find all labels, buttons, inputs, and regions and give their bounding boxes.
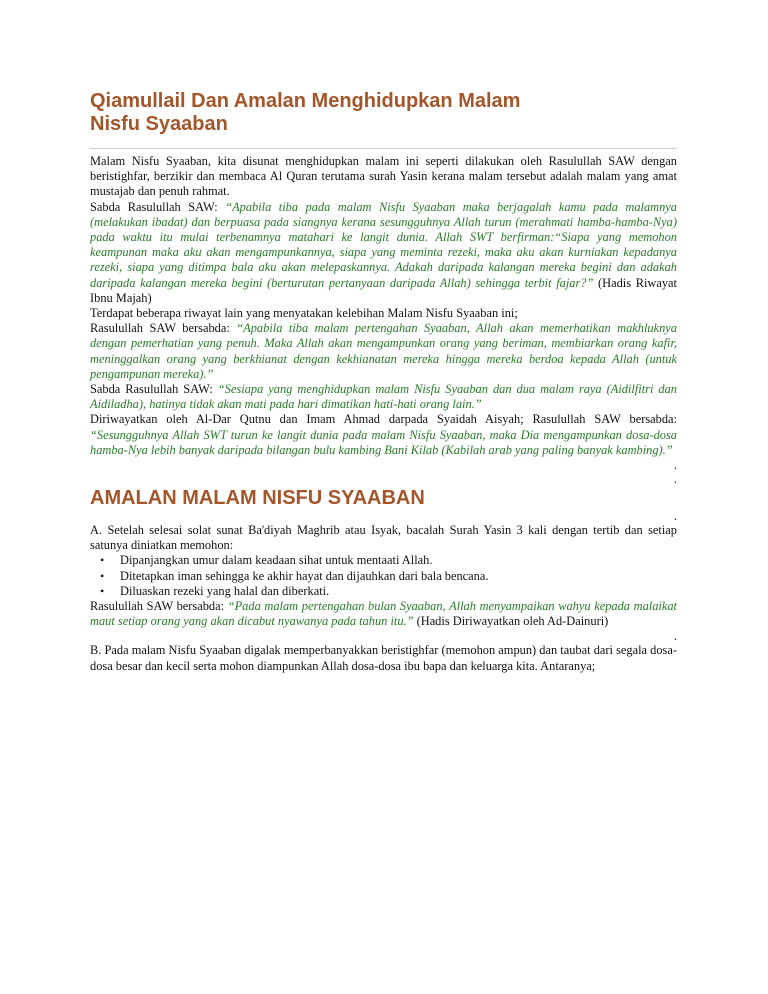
bullet-list (90, 553, 677, 599)
hadith-3 (90, 382, 677, 412)
hadith-1-quote: “Apabila tiba pada malam Nisfu Syaaban maka berjagalah kamu pada malamnya (melakukan ibadat) dan berpuasa pada siangnya kerana sesungguhnya Allah turun (merahmati hamba-hamba-Nya) pada waktu itu mulai terbenamnya matahari ke langit dunia. Allah SWT berfirman:“Siapa yang memohon keampunan maka aku akan mengampunkannya, siapa yang meminta rezeki, maka aku akan kurniakan kepadanya rezeki, siapa yang ditimpa bala aku akan melepaskannya. Adakah daripada kalangan mereka begini dan adakah daripada kalangan mereka begini (berturutan pertanyaan daripada Allah) sehingga terbit fajar?” (90, 199, 677, 290)
intro-paragraph: Malam Nisfu Syaaban, kita disunat menghidupkan malam ini seperti dilakukan oleh Rasulullah SAW dengan beristighfar, berzikir dan membaca Al Quran terutama surah Yasin kerana malam tersebut adalah malam yang amat mustajab dan penuh rahmat. (90, 154, 677, 199)
list-item: • Ditetapkan iman sehingga ke akhir hayat dan dijauhkan dari bala bencana. (120, 569, 677, 584)
hadith-3-quote: “Sesiapa yang menghidupkan malam Nisfu Syaaban dan dua malam raya (Aidilfitri dan Aidiladha), hatinya tidak akan mati pada hari dimatikan hati-hati orang lain.” (90, 382, 677, 412)
hadith-2 (90, 321, 677, 382)
page-title-line1: Qiamullail Dan Amalan Menghidupkan Malam (90, 90, 521, 112)
trailing-dot: . (673, 458, 677, 473)
trailing-dot: . (673, 472, 677, 487)
hadith-5 (90, 599, 677, 629)
hadith-4 (90, 412, 677, 458)
page-title-line2: Nisfu Syaaban (90, 113, 228, 135)
trailing-dot: . (673, 509, 677, 524)
document-body (90, 90, 677, 674)
hadith-5-source: (Hadis Diriwayatkan oleh Ad-Dainuri) (413, 614, 609, 629)
trailing-dot: . (673, 629, 677, 644)
hadith-1-lead: Sabda Rasulullah SAW: (90, 199, 226, 214)
hadith-3-lead: Sabda Rasulullah SAW: (90, 382, 218, 397)
item-a: A. Setelah selesai solat sunat Ba'diyah Maghrib atau Isyak, bacalah Surah Yasin 3 kali dengan tertib dan setiap satunya diniatkan memohon: (90, 523, 677, 553)
hadith-4-quote: “Sesungguhnya Allah SWT turun ke langit dunia pada malam Nisfu Syaaban, maka Dia mengampunkan dosa-dosa hamba-Nya lebih banyak daripada bilangan bulu kambing Bani Kilab (Kabilah arab yang paling banyak kambing).” (90, 427, 677, 457)
riwayat-intro: Terdapat beberapa riwayat lain yang menyatakan kelebihan Malam Nisfu Syaaban ini; (90, 306, 518, 321)
item-b: B. Pada malam Nisfu Syaaban digalak memperbanyakkan beristighfar (memohon ampun) dan taubat dari segala dosa-dosa besar dan kecil serta mohon diampunkan Allah dosa-dosa ibu bapa dan keluarga kita. Antaranya; (90, 643, 677, 673)
hadith-1-source: (Hadis Riwayat Ibnu Majah) (90, 275, 677, 305)
list-item: • Diluaskan rezeki yang halal dan diberkati. (120, 584, 677, 599)
hadith-2-lead: Rasulullah SAW bersabda: (90, 321, 237, 336)
title-divider (90, 148, 677, 149)
page-title (90, 90, 677, 136)
hadith-4-lead: Diriwayatkan oleh Al-Dar Qutnu dan Imam Ahmad darpada Syaidah Aisyah; Rasulullah SAW bersabda: (90, 412, 677, 427)
hadith-5-quote: “Pada malam pertengahan bulan Syaaban, Allah menyampaikan wahyu kepada malaikat maut setiap orang yang akan dicabut nyawanya pada tahun itu.” (90, 599, 677, 629)
hadith-1 (90, 200, 677, 306)
section-heading: AMALAN MALAM NISFU SYAABAN (90, 487, 425, 510)
list-item: • Dipanjangkan umur dalam keadaan sihat untuk mentaati Allah. (120, 553, 677, 568)
hadith-2-quote: “Apabila tiba malam pertengahan Syaaban, Allah akan memerhatikan makhluknya dengan pemerhatian yang penuh. Maka Allah akan mengampunkan orang yang beriman, membiarkan orang kafir, meninggalkan orang yang berkhianat dengan kekhianatan mereka hingga mereka berdoa kepada Allah (untuk pengampunan mereka).” (90, 321, 677, 381)
hadith-5-lead: Rasulullah SAW bersabda: (90, 599, 228, 614)
